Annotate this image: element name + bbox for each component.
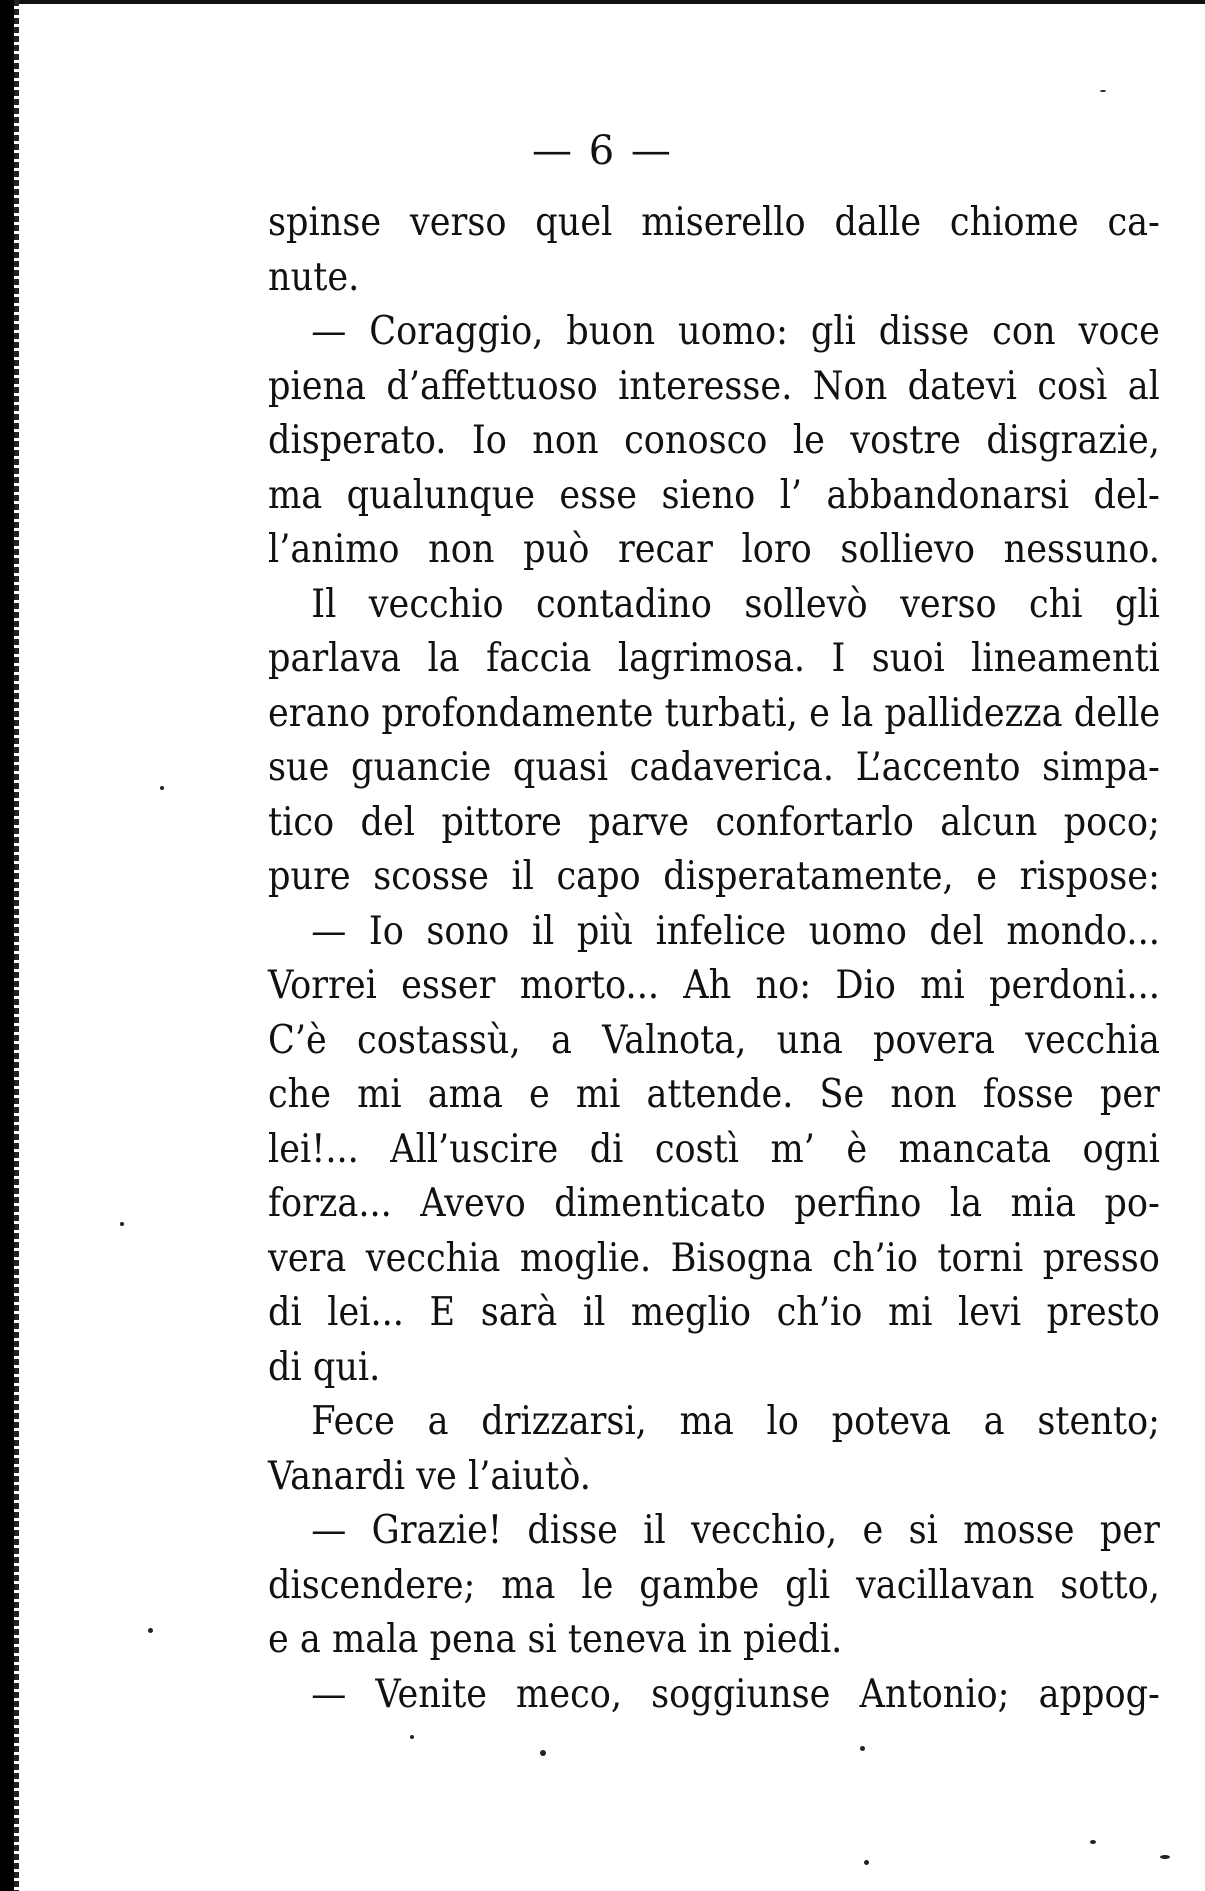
text-line: nute. — [268, 254, 360, 300]
text-line: parlava la faccia lagrimosa. I suoi lineamenti — [268, 636, 1160, 681]
page-top-edge — [0, 0, 1205, 4]
scan-speck — [864, 1860, 869, 1865]
body-text — [268, 196, 1160, 1722]
page-number: — 6 — — [532, 128, 673, 174]
text-line: spinse verso quel miserello dalle chiome ca- — [268, 200, 1160, 245]
scan-speck — [1160, 1855, 1170, 1859]
binding-edge — [0, 0, 14, 1891]
text-line: Vanardi ve l’aiutò. — [268, 1453, 591, 1499]
text-line: — Venite meco, soggiunse Antonio; appog- — [311, 1671, 1160, 1717]
scan-speck — [120, 1222, 124, 1226]
text-line: Vorrei esser morto... Ah no: Dio mi perdoni... — [268, 963, 1160, 1008]
text-line: che mi ama e mi attende. Se non fosse per — [268, 1072, 1160, 1117]
scan-speck — [540, 1750, 546, 1756]
text-line: e a mala pena si teneva in piedi. — [268, 1617, 843, 1662]
text-line: Il vecchio contadino sollevò verso chi gli — [311, 581, 1160, 627]
text-line: piena d’affettuoso interesse. Non datevi così al — [268, 363, 1160, 409]
text-line: C’è costassù, a Valnota, una povera vecchia — [268, 1017, 1160, 1063]
scan-speck — [410, 1735, 414, 1739]
text-line: l’animo non può recar loro sollievo nessuno. — [268, 527, 1160, 572]
text-line: pure scosse il capo disperatamente, e rispose: — [268, 854, 1160, 899]
text-line: tico del pittore parve confortarlo alcun poco; — [268, 799, 1160, 845]
scan-speck — [148, 1628, 153, 1633]
text-line: — Coraggio, buon uomo: gli disse con voce — [311, 309, 1160, 354]
text-line: lei!... All’uscire di costì m’ è mancata ogni — [268, 1126, 1160, 1172]
text-line: — Io sono il più infelice uomo del mondo... — [311, 908, 1160, 954]
text-line: di lei... E sarà il meglio ch’io mi levi presto — [268, 1290, 1160, 1335]
text-line: forza... Avevo dimenticato perfino la mia po- — [268, 1181, 1160, 1226]
scan-speck — [1090, 1840, 1096, 1844]
scan-speck — [1100, 90, 1106, 92]
text-line: sue guancie quasi cadaverica. L’accento simpa- — [268, 745, 1160, 790]
text-line: ma qualunque esse sieno l’ abbandonarsi del- — [268, 472, 1160, 518]
text-line: vera vecchia moglie. Bisogna ch’io torni presso — [268, 1235, 1160, 1281]
text-line: Fece a drizzarsi, ma lo poteva a stento; — [311, 1399, 1160, 1444]
text-line: di qui. — [268, 1344, 381, 1390]
text-line: — Grazie! disse il vecchio, e si mosse per — [311, 1508, 1160, 1553]
text-line: disperato. Io non conosco le vostre disgrazie, — [268, 418, 1160, 463]
text-line: erano profondamente turbati, e la pallidezza delle — [268, 690, 1161, 736]
scan-speck — [860, 1746, 865, 1751]
binding-edge-shadow — [14, 0, 19, 1891]
scan-speck — [160, 786, 164, 790]
text-line: discendere; ma le gambe gli vacillavan sotto, — [268, 1562, 1160, 1608]
